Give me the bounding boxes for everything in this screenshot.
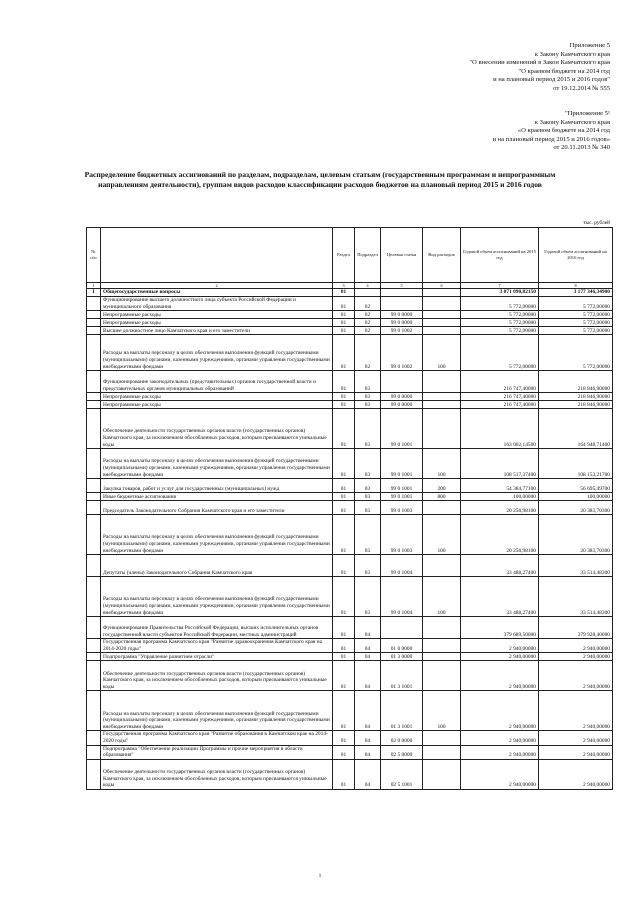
row-amount-2016: 5 772,00000 bbox=[539, 319, 613, 327]
row-target-item: 99 0 1003 bbox=[381, 501, 423, 515]
row-number bbox=[87, 493, 101, 501]
table-row bbox=[87, 745, 613, 759]
row-number bbox=[87, 501, 101, 515]
row-target-item: 01 3 0000 bbox=[381, 653, 423, 661]
row-expense-type bbox=[423, 661, 461, 691]
row-name: Функционирование Правительства Российской Федерации, высших исполнительных органов государственной власти субъектов Российской Федерации, местных администраций bbox=[101, 617, 333, 639]
row-subsection: 04 bbox=[355, 731, 381, 745]
row-target-item: 02 5 0000 bbox=[381, 745, 423, 759]
header-line: "Приложение 5¹ bbox=[564, 110, 610, 117]
row-name: Государственная программа Камчатского края "Развитие образования в Камчатском крае на 2014-2020 годы" bbox=[101, 731, 333, 745]
row-amount-2016: 20 383,70300 bbox=[539, 501, 613, 515]
row-target-item: 02 0 0000 bbox=[381, 731, 423, 745]
row-section: 01 bbox=[333, 731, 355, 745]
document-title: Распределение бюджетных ассигнований по разделам, подразделам, целевым статьям (государственным программам и непрограммным направлениям деятельности), группам видов расходов классификации расходов бюджетов на плановый период 2015 и 2016 годов bbox=[84, 170, 556, 189]
row-amount-2015: 216 747,40000 bbox=[461, 401, 539, 409]
row-subsection: 04 bbox=[355, 653, 381, 661]
row-section: 01 bbox=[333, 371, 355, 393]
table-row bbox=[87, 759, 613, 789]
table-row bbox=[87, 311, 613, 319]
col-number: 4 bbox=[355, 283, 381, 289]
row-section: 01 bbox=[333, 617, 355, 639]
table-row bbox=[87, 289, 613, 297]
row-target-item bbox=[381, 289, 423, 297]
row-subsection: 03 bbox=[355, 401, 381, 409]
row-name: Подпрограмма "Обеспечение реализации Программы и прочие мероприятия в области образования" bbox=[101, 745, 333, 759]
row-amount-2015: 54 384,77100 bbox=[461, 479, 539, 493]
row-name: Обеспечение деятельности государственных органов власти (государственных органов) Камчатского края, за исключением обособленных расходов, которым присваиваются уникальные коды bbox=[101, 661, 333, 691]
row-number bbox=[87, 515, 101, 555]
row-expense-type bbox=[423, 393, 461, 401]
row-number bbox=[87, 409, 101, 449]
row-subsection: 04 bbox=[355, 639, 381, 653]
row-amount-2015: 5 772,00000 bbox=[461, 311, 539, 319]
row-amount-2016: 5 772,00000 bbox=[539, 297, 613, 311]
row-section: 01 bbox=[333, 335, 355, 371]
row-expense-type: 100 bbox=[423, 449, 461, 479]
row-expense-type bbox=[423, 401, 461, 409]
page-number: 1 bbox=[318, 873, 322, 879]
row-name: Функционирование законодательных (представительных) органов государственной власти и представительных органов муниципальных образований bbox=[101, 371, 333, 393]
row-section: 01 bbox=[333, 759, 355, 789]
row-number bbox=[87, 759, 101, 789]
row-name: Председатель Законодательного Собрания Камчатского края и его заместители bbox=[101, 501, 333, 515]
row-subsection: 02 bbox=[355, 319, 381, 327]
row-amount-2015: 33 488,27400 bbox=[461, 555, 539, 577]
row-expense-type: 800 bbox=[423, 493, 461, 501]
row-target-item: 99 0 1002 bbox=[381, 327, 423, 335]
row-section: 01 bbox=[333, 661, 355, 691]
row-amount-2015: 5 772,00000 bbox=[461, 319, 539, 327]
col-header-subsection: Подраздел bbox=[355, 228, 381, 283]
original-annex-header bbox=[492, 110, 610, 153]
row-amount-2016: 2 940,00000 bbox=[539, 745, 613, 759]
row-name: Непрограммные расходы bbox=[101, 393, 333, 401]
row-target-item: 99 0 1004 bbox=[381, 555, 423, 577]
row-name: Непрограммные расходы bbox=[101, 311, 333, 319]
row-amount-2015: 163 002,14500 bbox=[461, 409, 539, 449]
table-row bbox=[87, 555, 613, 577]
row-amount-2015: 3 071 090,82150 bbox=[461, 289, 539, 297]
row-subsection: 03 bbox=[355, 577, 381, 617]
row-subsection: 04 bbox=[355, 759, 381, 789]
row-target-item bbox=[381, 371, 423, 393]
row-subsection: 02 bbox=[355, 311, 381, 319]
header-line: и на плановый период 2015 и 2016 годов» bbox=[492, 135, 610, 143]
col-header-name bbox=[101, 228, 333, 283]
row-expense-type bbox=[423, 653, 461, 661]
table-row bbox=[87, 449, 613, 479]
row-amount-2016: 218 846,90000 bbox=[539, 371, 613, 393]
header-line: "О краевом бюджете на 2014 год bbox=[518, 67, 610, 75]
row-amount-2016: 3 177 346,34900 bbox=[539, 289, 613, 297]
col-number: 1 bbox=[87, 283, 101, 289]
row-section: 01 bbox=[333, 393, 355, 401]
header-line: "О внесении изменений в Закон Камчатского края bbox=[469, 59, 610, 67]
row-section: 01 bbox=[333, 297, 355, 311]
row-target-item bbox=[381, 297, 423, 311]
budget-table bbox=[86, 227, 613, 790]
row-subsection: 04 bbox=[355, 745, 381, 759]
row-name: Функционирование высшего должностного лица субъекта Российской Федерации и муниципального образования bbox=[101, 297, 333, 311]
row-name: Непрограммные расходы bbox=[101, 401, 333, 409]
table-row bbox=[87, 409, 613, 449]
table-row bbox=[87, 639, 613, 653]
row-expense-type bbox=[423, 371, 461, 393]
row-amount-2016: 164 948,71400 bbox=[539, 409, 613, 449]
table-row bbox=[87, 401, 613, 409]
col-header-target-item: Целевая статья bbox=[381, 228, 423, 283]
row-expense-type: 100 bbox=[423, 335, 461, 371]
row-expense-type bbox=[423, 409, 461, 449]
row-amount-2016: 2 940,00000 bbox=[539, 731, 613, 745]
row-number bbox=[87, 653, 101, 661]
row-amount-2016: 2 940,00000 bbox=[539, 661, 613, 691]
table-row bbox=[87, 617, 613, 639]
table-row bbox=[87, 319, 613, 327]
row-section: 01 bbox=[333, 289, 355, 297]
table-row bbox=[87, 653, 613, 661]
row-amount-2016: 56 695,49700 bbox=[539, 479, 613, 493]
row-amount-2016: 108 153,21700 bbox=[539, 449, 613, 479]
row-name: Расходы на выплаты персоналу в целях обеспечения выполнения функций государственными (муниципальными) органами, казенными учреждениями, органами управления государственными внебюджетными фондами bbox=[101, 515, 333, 555]
row-name: Закупка товаров, работ и услуг для государственных (муниципальных) нужд bbox=[101, 479, 333, 493]
table-row bbox=[87, 297, 613, 311]
row-amount-2015: 2 940,00000 bbox=[461, 731, 539, 745]
row-target-item: 99 0 1004 bbox=[381, 577, 423, 617]
row-target-item: 99 0 1001 bbox=[381, 449, 423, 479]
table-row bbox=[87, 479, 613, 493]
header-line: и на плановый период 2015 и 2016 годов" bbox=[493, 76, 610, 84]
row-name: Расходы на выплаты персоналу в целях обеспечения выполнения функций государственными (муниципальными) органами, казенными учреждениями, органами управления государственными внебюджетными фондами bbox=[101, 577, 333, 617]
row-amount-2015: 2 940,00000 bbox=[461, 745, 539, 759]
row-amount-2015: 2 940,00000 bbox=[461, 691, 539, 731]
row-subsection: 02 bbox=[355, 335, 381, 371]
table-row bbox=[87, 691, 613, 731]
row-amount-2016: 33 514,48300 bbox=[539, 577, 613, 617]
row-subsection: 03 bbox=[355, 515, 381, 555]
row-number bbox=[87, 327, 101, 335]
row-target-item: 99 0 1001 bbox=[381, 493, 423, 501]
header-line: к Закону Камчатского края bbox=[534, 118, 610, 126]
row-target-item bbox=[381, 617, 423, 639]
row-expense-type bbox=[423, 327, 461, 335]
row-expense-type bbox=[423, 745, 461, 759]
row-expense-type bbox=[423, 617, 461, 639]
col-header-2015: Годовой объем ассигнований на 2015 год bbox=[461, 228, 539, 283]
row-number bbox=[87, 297, 101, 311]
row-target-item: 01 3 1001 bbox=[381, 661, 423, 691]
row-amount-2016: 2 940,00000 bbox=[539, 759, 613, 789]
row-subsection: 03 bbox=[355, 479, 381, 493]
row-amount-2015: 216 747,40000 bbox=[461, 371, 539, 393]
row-expense-type bbox=[423, 297, 461, 311]
row-number bbox=[87, 449, 101, 479]
row-amount-2016: 218 846,90000 bbox=[539, 393, 613, 401]
row-section: 01 bbox=[333, 401, 355, 409]
row-expense-type bbox=[423, 759, 461, 789]
row-amount-2015: 100,00000 bbox=[461, 493, 539, 501]
table-row bbox=[87, 501, 613, 515]
row-name: Расходы на выплаты персоналу в целях обеспечения выполнения функций государственными (муниципальными) органами, казенными учреждениями, органами управления государственными внебюджетными фондами bbox=[101, 691, 333, 731]
row-amount-2015: 5 772,00000 bbox=[461, 327, 539, 335]
col-number: 6 bbox=[423, 283, 461, 289]
row-subsection: 04 bbox=[355, 661, 381, 691]
row-subsection: 03 bbox=[355, 501, 381, 515]
row-expense-type bbox=[423, 501, 461, 515]
row-target-item: 02 5 1001 bbox=[381, 759, 423, 789]
row-target-item: 99 0 0000 bbox=[381, 311, 423, 319]
row-section: 01 bbox=[333, 691, 355, 731]
row-subsection: 04 bbox=[355, 617, 381, 639]
row-expense-type bbox=[423, 639, 461, 653]
row-section: 01 bbox=[333, 449, 355, 479]
row-amount-2015: 216 747,40000 bbox=[461, 393, 539, 401]
table-header-row bbox=[87, 228, 613, 283]
row-subsection: 03 bbox=[355, 555, 381, 577]
row-number bbox=[87, 393, 101, 401]
row-expense-type: 100 bbox=[423, 577, 461, 617]
row-name: Иные бюджетные ассигнования bbox=[101, 493, 333, 501]
row-amount-2015: 2 940,00000 bbox=[461, 759, 539, 789]
row-amount-2015: 108 517,37400 bbox=[461, 449, 539, 479]
row-section: 01 bbox=[333, 555, 355, 577]
row-section: 01 bbox=[333, 639, 355, 653]
col-number: 8 bbox=[539, 283, 613, 289]
row-target-item: 99 0 1001 bbox=[381, 479, 423, 493]
row-name: Расходы на выплаты персоналу в целях обеспечения выполнения функций государственными (муниципальными) органами, казенными учреждениями, органами управления государственными внебюджетными фондами bbox=[101, 335, 333, 371]
row-amount-2015: 5 772,00000 bbox=[461, 297, 539, 311]
table-row bbox=[87, 393, 613, 401]
row-amount-2016: 218 846,90000 bbox=[539, 401, 613, 409]
col-header-2016: Годовой объем ассигнований на 2016 год bbox=[539, 228, 613, 283]
table-row bbox=[87, 515, 613, 555]
header-line: «О краевом бюджете на 2014 год bbox=[517, 127, 610, 135]
row-target-item: 99 0 1003 bbox=[381, 515, 423, 555]
header-line: от 20.11.2013 № 340 bbox=[553, 144, 610, 152]
row-target-item: 99 0 1002 bbox=[381, 335, 423, 371]
row-target-item: 01 3 1001 bbox=[381, 691, 423, 731]
row-amount-2016: 33 514,48300 bbox=[539, 555, 613, 577]
col-header-expense-type: Вид расходов bbox=[423, 228, 461, 283]
row-name: Подпрограмма "Управление развитием отрасли" bbox=[101, 653, 333, 661]
row-section: 01 bbox=[333, 501, 355, 515]
table-row bbox=[87, 661, 613, 691]
row-target-item: 99 0 0000 bbox=[381, 319, 423, 327]
table-row bbox=[87, 493, 613, 501]
col-header-num: № п/п bbox=[87, 228, 101, 283]
row-amount-2015: 2 940,00000 bbox=[461, 639, 539, 653]
row-amount-2015: 20 256,98100 bbox=[461, 515, 539, 555]
row-number bbox=[87, 661, 101, 691]
row-number bbox=[87, 371, 101, 393]
row-section: 01 bbox=[333, 409, 355, 449]
row-number: I bbox=[87, 289, 101, 297]
row-section: 01 bbox=[333, 653, 355, 661]
row-amount-2015: 379 689,50000 bbox=[461, 617, 539, 639]
table-row bbox=[87, 371, 613, 393]
row-subsection bbox=[355, 289, 381, 297]
row-name: Непрограммные расходы bbox=[101, 319, 333, 327]
row-amount-2016: 5 772,00000 bbox=[539, 311, 613, 319]
row-subsection: 03 bbox=[355, 393, 381, 401]
row-amount-2016: 379 928,40000 bbox=[539, 617, 613, 639]
row-number bbox=[87, 731, 101, 745]
row-amount-2015: 5 772,00000 bbox=[461, 335, 539, 371]
row-expense-type bbox=[423, 289, 461, 297]
table-row bbox=[87, 327, 613, 335]
table-row bbox=[87, 731, 613, 745]
row-subsection: 03 bbox=[355, 371, 381, 393]
row-target-item: 99 0 0000 bbox=[381, 393, 423, 401]
row-number bbox=[87, 745, 101, 759]
row-expense-type: 100 bbox=[423, 691, 461, 731]
row-amount-2015: 2 940,00000 bbox=[461, 653, 539, 661]
row-subsection: 04 bbox=[355, 691, 381, 731]
row-subsection: 02 bbox=[355, 327, 381, 335]
row-name: Расходы на выплаты персоналу в целях обеспечения выполнения функций государственными (муниципальными) органами, казенными учреждениями, органами управления государственными внебюджетными фондами bbox=[101, 449, 333, 479]
col-header-section: Раздел bbox=[333, 228, 355, 283]
row-number bbox=[87, 319, 101, 327]
row-amount-2015: 20 256,98100 bbox=[461, 501, 539, 515]
row-expense-type bbox=[423, 555, 461, 577]
row-expense-type: 100 bbox=[423, 515, 461, 555]
row-name: Обеспечение деятельности государственных органов власти (государственных органов) Камчатского края, за исключением обособленных расходов, которым присваиваются уникальные коды bbox=[101, 409, 333, 449]
row-number bbox=[87, 555, 101, 577]
row-section: 01 bbox=[333, 745, 355, 759]
row-expense-type: 200 bbox=[423, 479, 461, 493]
row-section: 01 bbox=[333, 493, 355, 501]
units-label: тыс. рублей bbox=[583, 220, 610, 226]
amendment-header bbox=[469, 42, 610, 94]
row-expense-type bbox=[423, 731, 461, 745]
col-number: 2 bbox=[101, 283, 333, 289]
row-number bbox=[87, 577, 101, 617]
row-name: Общегосударственные вопросы bbox=[101, 289, 333, 297]
row-section: 01 bbox=[333, 515, 355, 555]
row-target-item: 01 0 0000 bbox=[381, 639, 423, 653]
row-amount-2016: 100,00000 bbox=[539, 493, 613, 501]
row-number bbox=[87, 311, 101, 319]
row-number bbox=[87, 335, 101, 371]
row-number bbox=[87, 691, 101, 731]
row-amount-2016: 5 772,00000 bbox=[539, 335, 613, 371]
row-name: Высшее должностное лицо Камчатского края и его заместители bbox=[101, 327, 333, 335]
row-subsection: 03 bbox=[355, 493, 381, 501]
header-line: Приложение 5 bbox=[569, 42, 610, 49]
row-target-item: 99 0 1001 bbox=[381, 409, 423, 449]
row-amount-2016: 2 940,00000 bbox=[539, 639, 613, 653]
row-amount-2016: 2 940,00000 bbox=[539, 653, 613, 661]
row-subsection: 03 bbox=[355, 409, 381, 449]
row-amount-2016: 20 383,70300 bbox=[539, 515, 613, 555]
row-subsection: 02 bbox=[355, 297, 381, 311]
row-name: Государственная программа Камчатского края "Развитие здравоохранения Камчатского края на 2014-2020 годы" bbox=[101, 639, 333, 653]
header-line: от 19.12.2014 № 555 bbox=[553, 84, 610, 92]
col-number: 7 bbox=[461, 283, 539, 289]
row-section: 01 bbox=[333, 479, 355, 493]
row-amount-2015: 2 940,00000 bbox=[461, 661, 539, 691]
row-number bbox=[87, 479, 101, 493]
row-number bbox=[87, 401, 101, 409]
row-name: Обеспечение деятельности государственных органов власти (государственных органов) Камчатского края, за исключением обособленных расходов, которым присваиваются уникальные коды bbox=[101, 759, 333, 789]
row-target-item: 99 0 0000 bbox=[381, 401, 423, 409]
row-subsection: 03 bbox=[355, 449, 381, 479]
header-line: к Закону Камчатского края bbox=[534, 50, 610, 58]
row-expense-type bbox=[423, 311, 461, 319]
row-section: 01 bbox=[333, 311, 355, 319]
row-section: 01 bbox=[333, 319, 355, 327]
row-amount-2016: 2 940,00000 bbox=[539, 691, 613, 731]
col-number: 5 bbox=[381, 283, 423, 289]
table-row bbox=[87, 577, 613, 617]
row-number bbox=[87, 639, 101, 653]
row-number bbox=[87, 617, 101, 639]
col-number: 3 bbox=[333, 283, 355, 289]
row-expense-type bbox=[423, 319, 461, 327]
row-amount-2015: 33 488,27400 bbox=[461, 577, 539, 617]
row-name: Депутаты (члены) Законодательного Собрания Камчатского края bbox=[101, 555, 333, 577]
row-amount-2016: 5 772,00000 bbox=[539, 327, 613, 335]
row-section: 01 bbox=[333, 327, 355, 335]
row-section: 01 bbox=[333, 577, 355, 617]
table-row bbox=[87, 335, 613, 371]
